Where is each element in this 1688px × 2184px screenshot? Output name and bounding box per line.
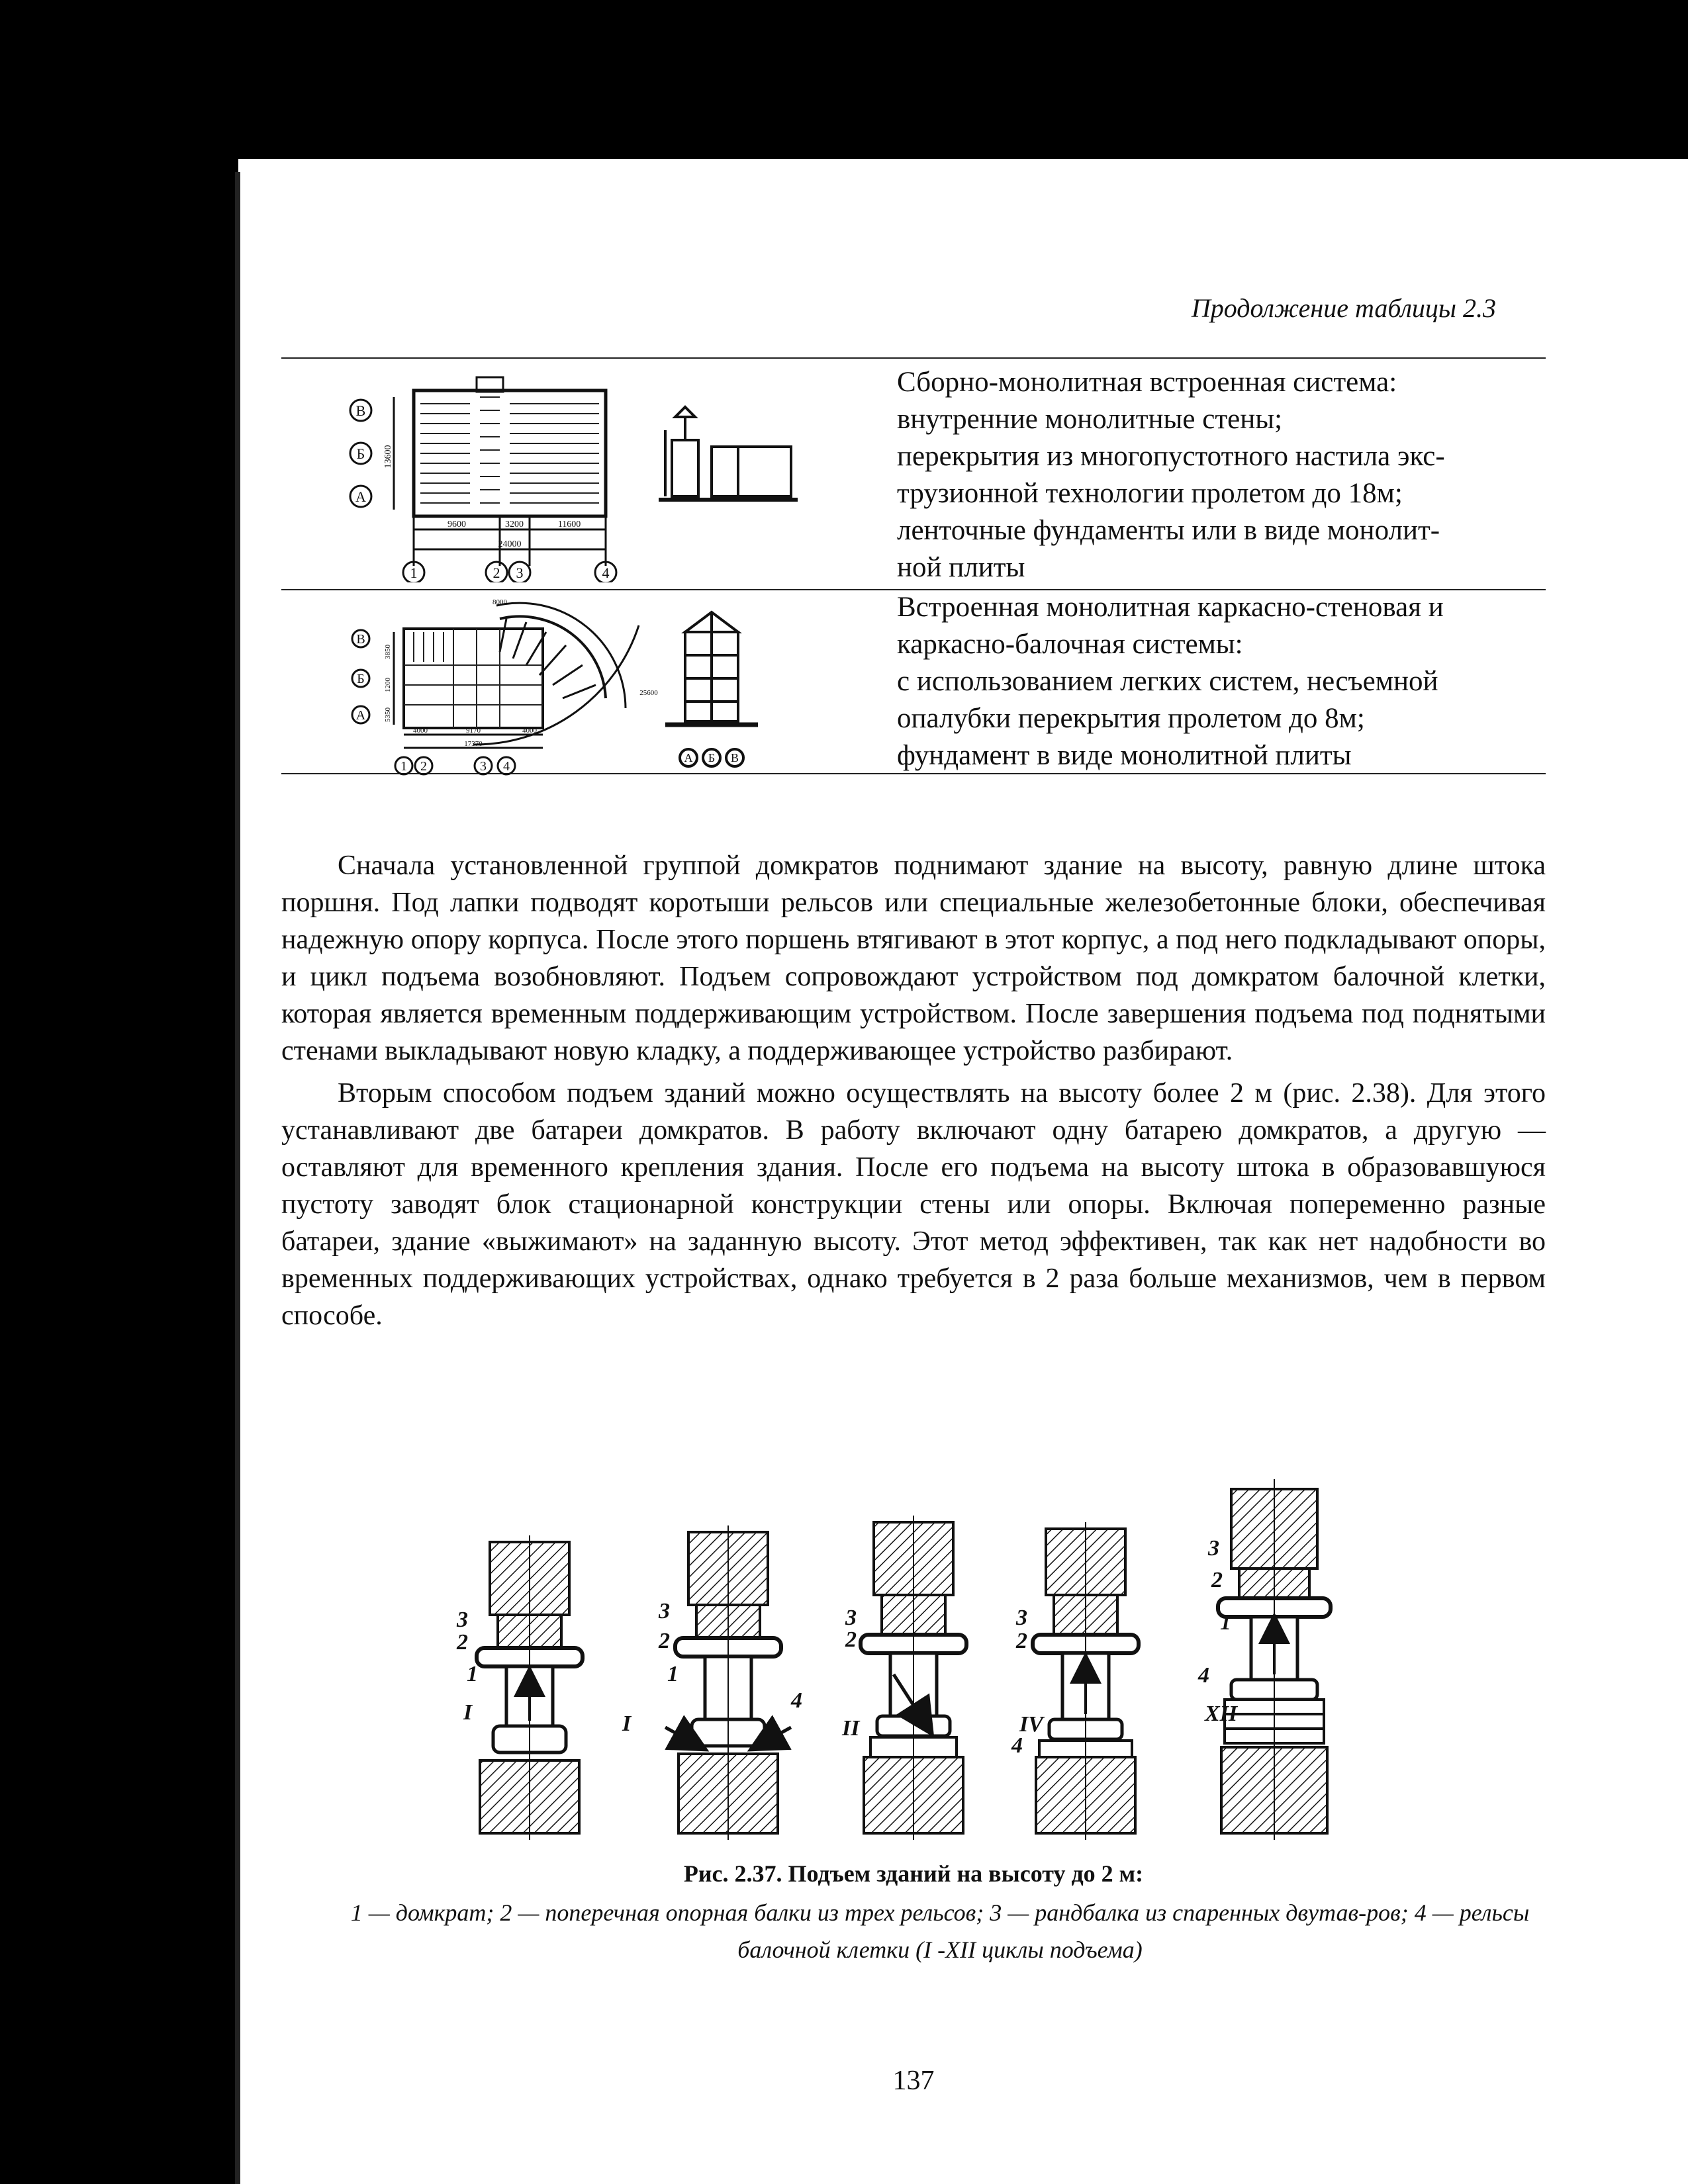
axis-label: Б	[356, 445, 365, 462]
row2-plan-drawing	[341, 592, 870, 778]
axis-label: А	[684, 751, 693, 764]
axis-label: 3	[480, 759, 487, 774]
stage-cycle-label: I	[463, 1700, 473, 1725]
axis-label: А	[355, 708, 366, 723]
stage-label: 3	[457, 1608, 468, 1632]
dimension-label: 5350	[384, 707, 392, 722]
dimension-label: 9170	[466, 727, 481, 735]
paragraph: Вторым способом подъем зданий можно осуществлять на высоту более 2 м (рис. 2.38). Для этого устанавливают две батареи домкратов. В работу включают одну батарею домкратов, а другую — оставляют для временного крепления здания. После его подъема на высоту штока в образовавшуюся пустоту заводят блок стационарной конструкции стены или опоры. Включая попеременно разные батареи, здание «выжимают» на заданную высоту. Этот метод эффективен, так как нет надобности во временных поддерживающих устройствах, однако требуется в 2 раза больше механизмов, чем в первом способе.	[281, 1078, 1546, 1331]
paragraph: Сначала установленной группой домкратов поднимают здание на высоту, равную длине штока поршня. Под лапки подводят коротыши рельсов или специальные железобетонные блоки, обеспечивая надежную опору корпуса. После этого поршень втягивают в этот корпус, а под него подкладывают опоры, и цикл подъема возобновляют. Подъем сопровождают устройством под домкратом балочной клетки, которая является временным поддерживающим устройством. После завершения подъема под поднятыми стенами выкладывают новую кладку, а поддерживающее устройство разбирают.	[281, 850, 1546, 1066]
axis-label: 4	[602, 565, 610, 581]
dimension-label: 24000	[498, 539, 522, 549]
row1-plan-drawing	[341, 371, 870, 582]
axis-label: 1	[410, 565, 418, 581]
stage-label: 4	[1011, 1733, 1023, 1758]
axis-label: Б	[708, 751, 716, 764]
row2-description	[897, 589, 1546, 774]
page-number: 137	[892, 2066, 935, 2096]
dimension-label: 25600	[639, 689, 658, 697]
dimension-label: 13600	[383, 445, 393, 469]
axis-label: 2	[420, 759, 427, 774]
figure-legend: 1 — домкрат; 2 — поперечная опорная балки из трех рельсов; 3 — рандбалка из спаренных двутав-ров; 4 — рельсы балочной клетки (I -XII циклы подъема)	[350, 1899, 1530, 1963]
stage-cycle-label: II	[842, 1716, 860, 1741]
axis-label: 1	[400, 759, 407, 774]
row1-description	[897, 364, 1546, 586]
dimension-label: 3200	[505, 520, 524, 529]
figure-2-37-drawing	[437, 1469, 1397, 1840]
dimension-label: 11600	[557, 520, 581, 529]
page-edge	[235, 172, 240, 2184]
scan-border-left	[0, 0, 238, 2184]
row1-line: ленточные фундаменты или в виде монолит-	[897, 515, 1440, 546]
stage-label: 4	[1198, 1663, 1209, 1688]
figure-title: Рис. 2.37. Подъем зданий на высоту до 2 м:	[683, 1860, 1144, 1887]
axis-label: В	[355, 402, 366, 419]
stage-cycle-label: XII	[1205, 1702, 1238, 1726]
stage-label: 1	[1220, 1610, 1231, 1635]
row2-section-drawing	[665, 612, 758, 766]
structures-table	[281, 357, 1546, 781]
stage-label: 4	[791, 1688, 802, 1713]
stage-cycle-label: I	[622, 1711, 632, 1736]
dimension-label: 9600	[447, 520, 466, 529]
stage-label: 3	[659, 1599, 670, 1623]
row1-line: перекрытия из многопустотного настила экс-	[897, 441, 1445, 472]
stage-label: 2	[845, 1627, 857, 1652]
stage-label: 2	[1016, 1629, 1027, 1653]
axis-label: Б	[357, 672, 365, 686]
axis-label: А	[355, 488, 366, 505]
stage-cycle-label: IV	[1019, 1712, 1043, 1737]
axis-label: 3	[516, 565, 524, 581]
axis-label: 2	[492, 565, 500, 581]
row1-section-drawing	[659, 407, 798, 500]
stage-label: 2	[457, 1630, 468, 1655]
stage-label: 2	[1211, 1568, 1223, 1592]
scan-border-top	[0, 0, 1688, 159]
dimension-label: 1200	[384, 678, 392, 692]
body-text	[281, 847, 1546, 1340]
dimension-label: 4000	[522, 727, 537, 735]
row1-line: Сборно-монолитная встроенная система:	[897, 367, 1397, 398]
stage-label: 2	[659, 1629, 670, 1653]
row2-line: Встроенная монолитная каркасно-стеновая и	[897, 592, 1444, 623]
row1-line: внутренние монолитные стены;	[897, 404, 1283, 435]
stage-label: 3	[1016, 1606, 1027, 1630]
axis-label: В	[356, 632, 365, 647]
dimension-label: 4000	[413, 727, 428, 735]
dimension-label: 8000	[492, 598, 507, 606]
stage-label: 1	[667, 1662, 679, 1686]
stage-label: 3	[845, 1606, 857, 1630]
axis-label: 4	[503, 759, 510, 774]
row1-line: ной плиты	[897, 552, 1025, 583]
axis-label: В	[730, 751, 739, 764]
stage-1	[477, 1535, 583, 1840]
stage-label: 3	[1208, 1536, 1219, 1561]
row1-line: трузионной технологии пролетом до 18м;	[897, 478, 1403, 509]
stage-4	[1033, 1522, 1139, 1840]
row2-line: каркасно-балочная системы:	[897, 629, 1243, 660]
row2-line: с использованием легких систем, несъемной	[897, 666, 1438, 697]
table-caption: Продолжение таблицы 2.3	[1191, 293, 1496, 323]
stage-5	[1218, 1479, 1331, 1840]
stage-label: 1	[467, 1662, 478, 1686]
stage-3	[861, 1516, 966, 1840]
dimension-label: 3850	[384, 645, 392, 659]
row2-line: опалубки перекрытия пролетом до 8м;	[897, 703, 1365, 734]
stage-2	[665, 1525, 791, 1840]
table-rule-top	[281, 357, 1546, 359]
row2-line: фундамент в виде монолитной плиты	[897, 740, 1352, 771]
dimension-label: 17370	[464, 740, 483, 748]
